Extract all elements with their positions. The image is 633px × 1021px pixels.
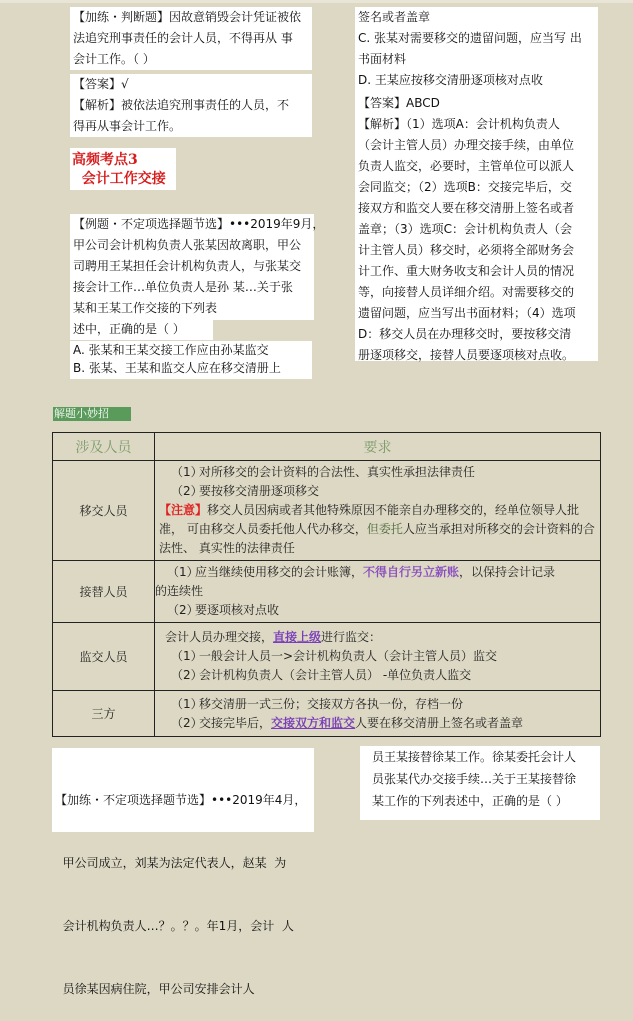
requirement-cell [155,691,601,737]
table-row [53,691,601,737]
answer-line: 【答案】ABCD [358,96,440,110]
text-line: 某和王某工作交接的下列表 [73,301,218,315]
item-text: 人要在移交清册上签名或者盖章 [355,715,524,730]
analysis-line: （会计主管人员）办理交接手续，由单位 [358,138,575,152]
analysis-line: 盖章；（3）选项C：会计机构负责人（会 [358,222,573,236]
text-line: 甲公司成立，刘某为法定代表人，赵某 为 [55,856,287,870]
table-row [53,461,601,561]
text-line: 甲公司会计机构负责人张某因故离职，甲公 [73,238,302,252]
practice-question-2-continued [360,746,600,820]
item-text: 会计机构负责人（会计主管人员） -单位负责人监交 [199,668,472,682]
heading-line-1: 高频考点3 [72,152,138,168]
option-c-cont: 书面材料 [358,52,407,66]
table-row [53,561,601,623]
header-requirement: 要求 [155,433,601,461]
heading-line-2: 会计工作交接 [72,171,166,187]
top-edge [0,0,633,3]
example-question-tail [70,319,213,340]
role-cell: 接替人员 [53,561,155,623]
intro-highlight: 直接上级 [273,630,322,644]
text-line: 【例题・不定项选择题节选】•••2019年9月， [73,217,325,231]
option-a: A. 张某和王某交接工作应由孙某监交 [73,343,269,357]
practice-question-1 [70,7,312,70]
item-number: （2） [171,484,203,498]
analysis-line: 【解析】（1）选项A：会计机构负责人 [358,117,560,131]
text-line: 接会计工作…单位负责人是孙 某…关于张 [73,280,293,294]
answer-line: 【答案】√ [73,77,129,91]
text-line: 【加练・不定项选择题节选】•••2019年4月， [55,793,307,807]
option-d: D. 王某应按移交清册逐项核对点收 [358,73,543,87]
practice-question-2 [52,748,314,996]
analysis-line: 得再从事会计工作。 [73,119,182,133]
option-b: B. 张某、王某和监交人应在移交清册上 [73,361,281,375]
text-line: 【加练・判断题】因故意销毁会计凭证被依 [73,10,302,24]
text-line: 某工作的下列表述中，正确的是（ ） [372,794,568,808]
analysis-line: 计工作、重大财务收支和会计人员的情况 [358,264,575,278]
note-text: 移交人员因病或者其他特殊原因不能亲自办理移交的，经单位领导人批准， 可由移交人员委托他人代办移交， [159,503,580,536]
item-text: 应当继续使用移交的会计账簿， [195,565,364,579]
role-cell: 监交人员 [53,623,155,691]
table-row [53,623,601,691]
analysis-line: 计主管人员）移交时，必须将全部财务会 [358,243,575,257]
note-text: 人应当承担对所移交的会计资料的合法性、 真实性的法律责任 [159,522,595,555]
item-highlight: 不得自行另立新账 [363,565,460,579]
item-number: （1） [171,696,203,711]
option-b-cont: 签名或者盖章 [358,10,431,24]
item-number: （1） [171,649,203,663]
analysis-line: 等，向接替人员详细介绍。对需要移交的 [358,285,575,299]
analysis-line: D：移交人员在办理移交时，要按移交清 [358,327,572,341]
requirement-cell [155,561,601,623]
role-cell: 移交人员 [53,461,155,561]
item-text: 交接完毕后， [199,715,272,730]
item-number: （1） [171,465,203,479]
item-text: 对所移交的会计资料的合法性、真实性承担法律责任 [199,465,476,479]
header-role: 涉及人员 [53,433,155,461]
answer-1 [70,74,312,137]
tip-badge: 解题小妙招 [53,407,131,421]
item-text: 一般会计人员一>会计机构负责人（会计主管人员）监交 [199,649,498,663]
text-line: 会计工作。（ ） [73,52,155,66]
text-line: 员徐某因病住院，甲公司安排会计人 [55,982,255,996]
intro-text: 进行监交： [321,630,382,644]
item-number: （2） [171,668,203,682]
analysis-line: 【解析】被依法追究刑事责任的人员，不 [73,98,290,112]
section-heading [70,148,176,190]
item-text: 移交清册一式三份；交接双方各执一份，存档一份 [199,696,464,711]
answer-analysis [355,93,598,361]
item-highlight: 交接双方和监交 [271,715,356,730]
note-label: 【注意】 [159,503,208,517]
requirement-cell [155,623,601,691]
text-line: 司聘用王某担任会计机构负责人，与张某交 [73,259,302,273]
requirement-cell [155,461,601,561]
text-line: 述中，正确的是（ ） [73,322,185,336]
analysis-line: 遗留问题，应当写出书面材料；（4）选项 [358,306,576,320]
item-number: （2） [167,603,199,617]
analysis-line: 负责人监交，必要时，主管单位可以派人 [358,159,575,173]
item-text: ，以保持会计记录 [459,565,556,579]
item-number: （2） [171,715,203,730]
text-line: 员张某代办交接手续…关于王某接替徐 [372,772,577,786]
item-text: 要按移交清册逐项移交 [199,484,320,498]
text-line: 员王某接替徐某工作。徐某委托会计人 [372,750,577,764]
note-text-highlight: 但委托 [366,522,403,536]
item-number: （1） [167,565,199,579]
example-question [70,214,325,320]
text-line: 法追究刑事责任的会计人员，不得再从 事 [73,31,293,45]
option-c: C. 张某对需要移交的遗留问题，应当写 出 [358,31,582,45]
options-continued [355,7,598,93]
item-text: 要逐项核对点收 [195,603,280,617]
item-text-wrap: 的连续性 [155,584,204,598]
table-header-row [53,433,601,461]
analysis-line: 会同监交；（2）选项B：交接完毕后，交 [358,180,572,194]
handover-rules-table [52,432,601,737]
example-options [70,341,312,379]
analysis-line: 册逐项移交，接替人员要逐项核对点收。 [358,348,575,362]
text-line: 会计机构负责人…？。？。年1月，会计 人 [55,919,294,933]
intro-text: 会计人员办理交接， [165,630,274,644]
analysis-line: 接双方和监交人要在移交清册上签名或者 [358,201,575,215]
role-cell: 三方 [53,691,155,737]
